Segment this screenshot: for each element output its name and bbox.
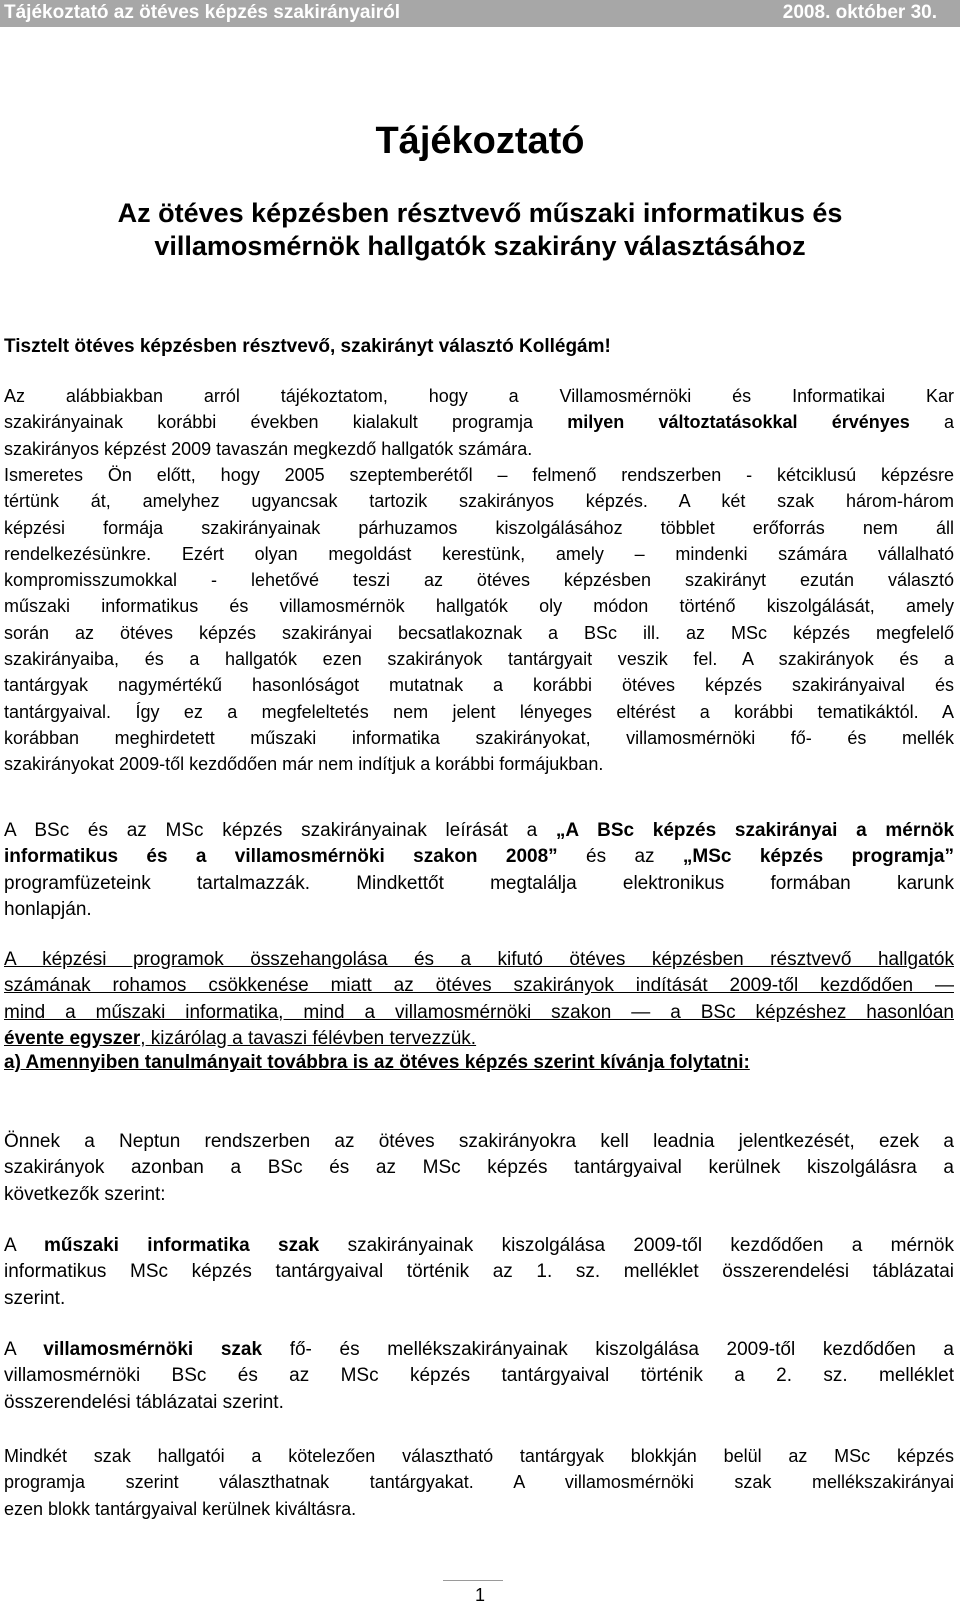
text-line: műszaki informatikus és villamosmérnök hallgatók oly módon történő kiszolgálását, amely — [4, 596, 954, 617]
text-line: Az alábbiakban arról tájékoztatom, hogy a Villamosmérnöki és Informatikai Kar — [4, 386, 954, 406]
text-line: szakirányaiba, és a hallgatók ezen szakirányok tantárgyait veszik fel. A szakirányok és a — [4, 649, 954, 670]
emphasis-text: évente egyszer — [4, 1027, 141, 1049]
text-span: A — [4, 1235, 44, 1256]
paragraph-intro — [4, 383, 954, 462]
emphasis-text: villamosmérnöki szak — [43, 1339, 263, 1360]
text-line: Ismeretes Ön előtt, hogy 2005 szeptemberétől – felmenő rendszerben - kétciklusú képzésre — [4, 465, 954, 485]
text-line: tértünk át, amelyhez ugyancsak tartozik szakirányos képzés. A két szak három-három — [4, 491, 954, 512]
salutation: Tisztelt ötéves képzésben résztvevő, szakirányt választó Kollégám! — [4, 336, 611, 357]
text-line: kompromisszumokkal - lehetővé teszi az ötéves képzésben szakirányt ezután választó — [4, 570, 954, 591]
text-line: mind a műszaki informatika, mind a villamosmérnöki szakon — a BSc képzéshez hasonlóan — [4, 1001, 954, 1023]
text-line: honlapján. — [4, 898, 92, 920]
emphasis-text: műszaki informatika szak — [43, 1235, 320, 1256]
text-line: Önnek a Neptun rendszerben az ötéves szakirányokra kell leadnia jelentkezését, ezek a — [4, 1131, 954, 1152]
text-line: tantárgyak nagymértékű hasonlóságot mutatnak a korábbi ötéves képzés szakirányaival és — [4, 675, 954, 696]
text-span: A — [4, 1339, 44, 1360]
footer-divider — [443, 1580, 503, 1581]
text-line: informatikus MSc képzés tantárgyaival történik az 1. sz. melléklet összerendelési táblázatai — [4, 1261, 954, 1283]
text-span: , kizárólag a tavaszi félévben tervezzük. — [140, 1027, 477, 1049]
paragraph-electrical — [4, 1337, 954, 1416]
text-span: a — [909, 412, 955, 433]
text-line: szerint. — [4, 1287, 66, 1309]
text-span: szakirányainak kiszolgálása 2009-től kezdődően a mérnök — [319, 1235, 954, 1256]
text-line — [4, 818, 954, 844]
document-subtitle — [0, 197, 960, 263]
text-line: Mindkét szak hallgatói a kötelezően választható tantárgyak blokkján belül az MSc képzés — [4, 1446, 954, 1466]
publication-title: „A BSc képzés szakirányai a mérnök — [555, 820, 955, 841]
text-line: rendelkezésünkre. Ezért olyan megoldást kerestünk, amely – mindenki számára vállalható — [4, 543, 954, 564]
text-line: programfüzeteink tartalmazzák. Mindkettőt megtalálja elektronikus formában karunk — [4, 872, 954, 894]
text-line: A képzési programok összehangolása és a kifutó ötéves képzésben résztvevő hallgatók — [4, 949, 954, 970]
text-line: során az ötéves képzés szakirányai becsatlakoznak a BSc ill. az MSc képzés megfelelő — [4, 622, 954, 643]
text-span: és az — [557, 846, 683, 868]
page-header — [0, 0, 960, 27]
paragraph-background — [4, 462, 954, 778]
text-line: szakirányokat 2009-től kezdődően már nem indítjuk a korábbi formájukban. — [4, 754, 604, 775]
text-line: programja szerint választhatnak tantárgyakat. A villamosmérnöki szak mellékszakirányai — [4, 1472, 954, 1493]
text-span: A BSc és az MSc képzés szakirányainak leírását a — [4, 820, 556, 841]
paragraph-schedule — [4, 947, 954, 1052]
text-span: szakirányainak korábbi években kialakult programja — [4, 412, 568, 433]
page-number: 1 — [474, 1585, 485, 1605]
text-line: összerendelési táblázatai szerint. — [4, 1391, 284, 1413]
text-line: ezen blokk tantárgyaival kerülnek kiváltásra. — [4, 1498, 357, 1519]
publication-title: informatikus és a villamosmérnöki szakon 2008” — [4, 846, 558, 868]
section-heading-a: a) Amennyiben tanulmányait továbbra is az ötéves képzés szerint kívánja folytatni: — [4, 1052, 750, 1073]
subtitle-line: Az ötéves képzésben résztvevő műszaki informatikus és — [117, 198, 843, 228]
text-line — [4, 409, 954, 435]
text-span: fő- és mellékszakirányainak kiszolgálása 2009-től kezdődően a — [262, 1339, 955, 1360]
header-date: 2008. október 30. — [782, 2, 937, 23]
text-line: szakirányos képzést 2009 tavaszán megkezdő hallgatók számára. — [4, 438, 533, 459]
text-line: villamosmérnöki BSc és az MSc képzés tantárgyaival történik a 2. sz. melléklet — [4, 1365, 954, 1387]
publication-title: „MSc képzés programja” — [682, 846, 954, 868]
text-line — [4, 1026, 954, 1052]
paragraph-neptun — [4, 1129, 954, 1208]
subtitle-line: villamosmérnök hallgatók szakirány választásához — [154, 231, 806, 261]
text-line: szakirányok azonban a BSc és az MSc képzés tantárgyaival kerülnek kiszolgálásra a — [4, 1157, 954, 1179]
text-line — [4, 844, 954, 870]
emphasis-text: milyen változtatásokkal érvényes — [567, 412, 910, 433]
paragraph-informatics — [4, 1233, 954, 1312]
paragraph-electives — [4, 1443, 954, 1522]
text-line: korábban meghirdetett műszaki informatika szakirányokat, villamosmérnöki fő- és mellék — [4, 727, 954, 748]
document-title: Tájékoztató — [375, 120, 585, 162]
paragraph-programs — [4, 818, 954, 923]
header-title: Tájékoztató az ötéves képzés szakirányairól — [4, 2, 401, 23]
text-line — [4, 1233, 954, 1259]
text-line: képzési formája szakirányainak párhuzamos kiszolgálásához többlet erőforrás nem áll — [4, 517, 954, 538]
text-line: tantárgyaival. Így ez a megfeleltetés nem jelent lényeges eltérést a korábbi tematikáktól. A — [4, 701, 954, 722]
text-line — [4, 1337, 954, 1363]
text-line: számának rohamos csökkenése miatt az ötéves szakirányok indítását 2009-től kezdődően — — [4, 975, 954, 997]
text-line: következők szerint: — [4, 1183, 166, 1205]
